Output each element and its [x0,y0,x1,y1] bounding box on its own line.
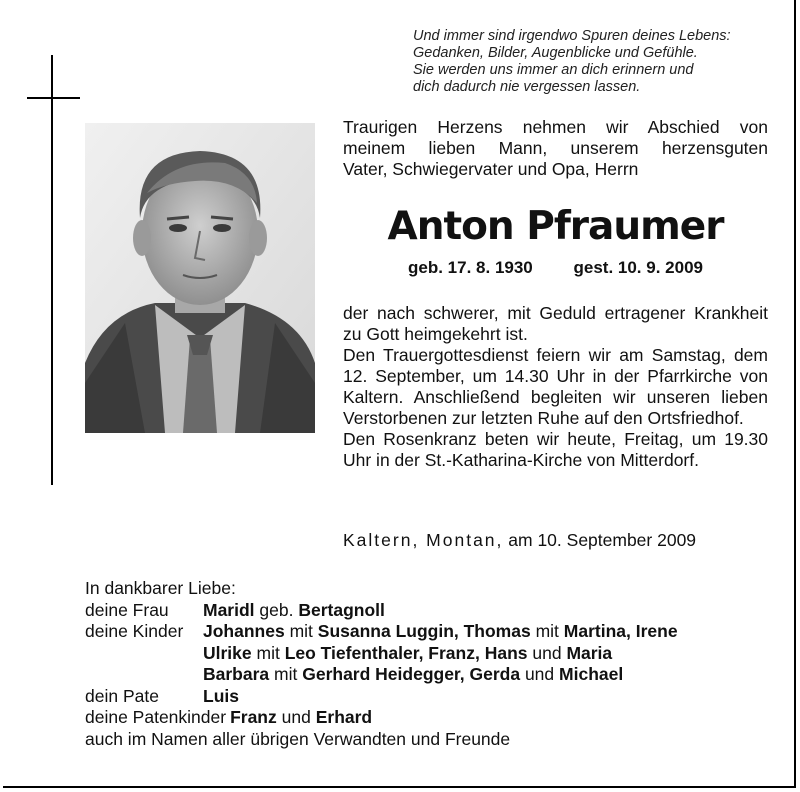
mourner-names [203,643,612,665]
spacer [85,643,203,665]
intro-line: meinem lieben Mann, unserem herzensguten [343,138,768,158]
name: Maria [566,642,613,663]
mourner-names [203,621,678,643]
paragraph: Den Trauergottesdienst feiern wir am Samstag, dem 12. September, um 14.30 Uhr in der Pfarrkirche von Kaltern. Anschließend begleiten wir unseren lieben Verstorbenen zur letzten Ruhe auf den Ortsfriedhof. [343,345,768,428]
paragraph: der nach schwerer, mit Geduld ertragener Krankheit zu Gott heimgekehrt ist. [343,303,768,344]
poem-line: dich dadurch nie vergessen lassen. [413,79,641,95]
conjunction: und [281,707,311,727]
date: am 10. September 2009 [508,530,697,550]
name: Ulrike [203,642,252,663]
life-dates [343,258,768,278]
notice-body [343,303,768,471]
name: Erhard [315,707,373,727]
portrait-photo [85,123,315,433]
intro-line: Traurigen Herzens nehmen wir Abschied von [343,117,768,137]
mourner-names [230,707,372,729]
name: Michael [559,664,624,684]
mourner-row [85,643,785,665]
closing-line: auch im Namen aller übrigen Verwandten und Freunde [85,728,511,749]
deceased-name: Anton Pfraumer [387,204,724,249]
place: Kaltern, Montan, [343,530,504,550]
mourners-list [85,578,785,750]
cross-icon-bar [27,97,80,99]
spacer [85,664,203,686]
mourners-heading: In dankbarer Liebe: [85,578,236,598]
relation-label: deine Frau [85,599,169,620]
cross-icon [51,55,53,485]
mourner-row [85,707,785,729]
conjunction: mit [530,621,564,641]
intro-line: Vater, Schwiegervater und Opa, Herrn [343,159,639,179]
mourner-row [85,600,785,622]
name: Leo Tiefenthaler, Franz, Hans [284,642,528,663]
mourner-row [85,686,785,708]
death-date: gest. 10. 9. 2009 [573,258,703,277]
intro-text [343,117,768,180]
conjunction: geb. [259,599,294,620]
name: Bertagnoll [298,599,385,620]
paragraph: Den Rosenkranz beten wir heute, Freitag, um 19.30 Uhr in der St.-Katharina-Kirche von Mitterdorf. [343,429,768,470]
name: Johannes [203,621,285,641]
conjunction: und [520,664,560,684]
relation-label: deine Kinder [85,621,184,641]
mourner-names [203,664,623,686]
name: Franz [230,707,277,727]
name: Luis [203,685,239,706]
name: Barbara [203,664,270,684]
poem-line: Gedanken, Bilder, Augenblicke und Gefühle. [413,45,698,61]
place-date [343,530,696,551]
name: Susanna Luggin, Thomas [317,621,531,641]
conjunction: mit [284,621,318,641]
relation-label: deine Patenkinder [85,707,227,727]
mourner-names [203,600,385,622]
birth-date: geb. 17. 8. 1930 [408,258,533,277]
poem [413,28,783,96]
mourner-row [85,664,785,686]
name: Martina, Irene [563,621,678,641]
relation-label: dein Pate [85,685,159,706]
conjunction: und [527,642,567,663]
poem-line: Und immer sind irgendwo Spuren deines Lebens: [413,28,731,44]
poem-line: Sie werden uns immer an dich erinnern und [413,62,694,78]
conjunction: mit [269,664,303,684]
conjunction: mit [251,642,285,663]
mourner-row [85,621,785,643]
name: Gerhard Heidegger, Gerda [302,664,521,684]
name: Maridl [203,599,255,620]
